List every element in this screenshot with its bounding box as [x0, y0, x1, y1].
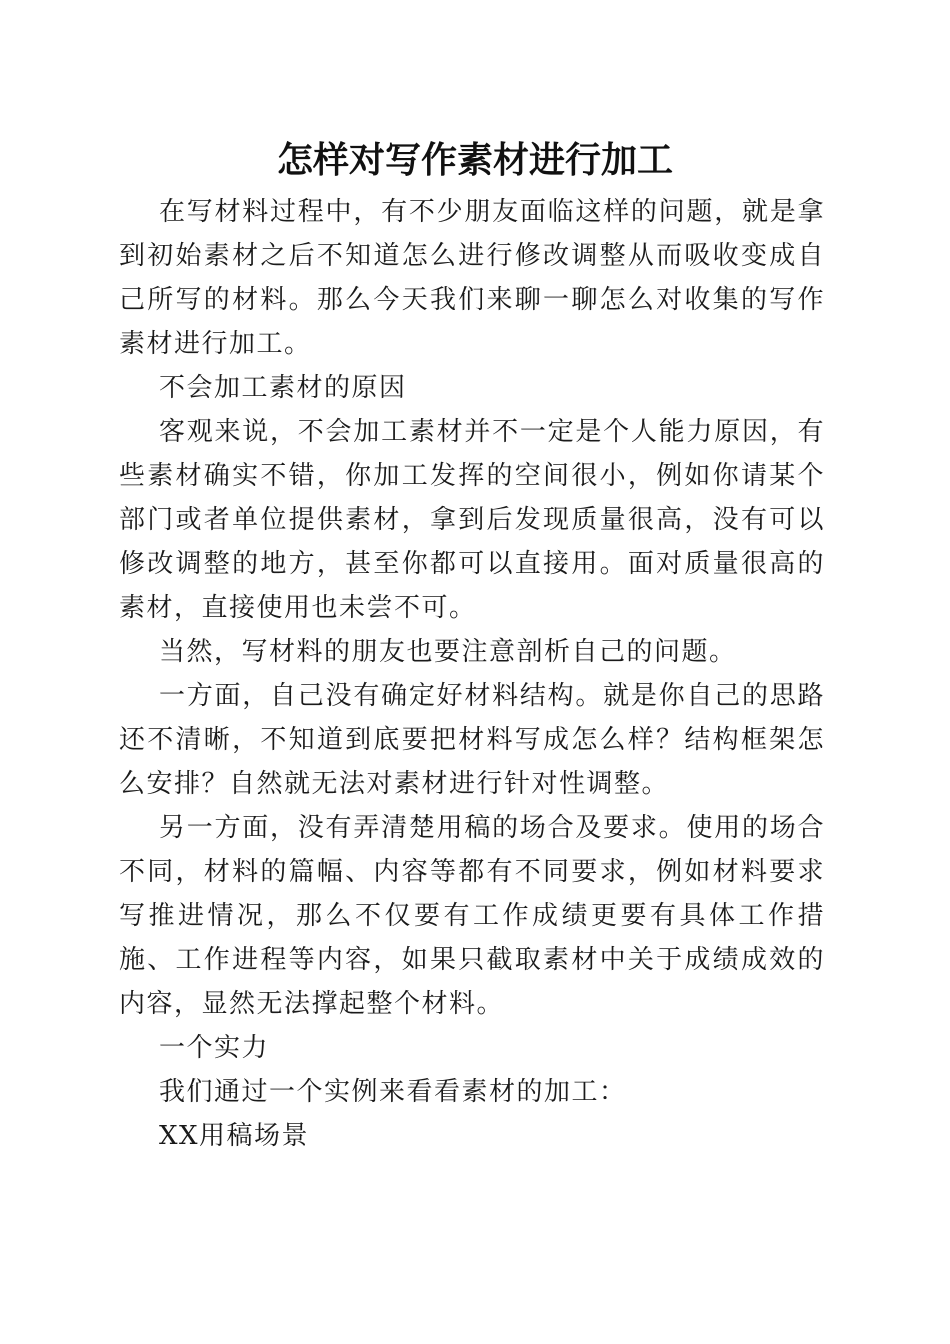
paragraph-self-analysis: 当然，写材料的朋友也要注意剖析自己的问题。: [159, 637, 737, 667]
paragraph-scene: XX用稿场景: [159, 1121, 310, 1151]
paragraph-occasion: 另一方面，没有弄清楚用稿的场合及要求。使用的场合不同，材料的篇幅、内容等都有不同要求，例如材料要求写推进情况，那么不仅要有工作成绩更要有具体工作措施、工作进程等内容，如果只截取素材中关于成绩成效的内容，显然无法撑起整个材料。: [119, 813, 825, 1019]
section-heading-reasons: 不会加工素材的原因: [159, 373, 407, 403]
document-body: [119, 190, 825, 1158]
paragraph-structure: 一方面，自己没有确定好材料结构。就是你自己的思路还不清晰，不知道到底要把材料写成怎么样？结构框架怎么安排？自然就无法对素材进行针对性调整。: [119, 681, 825, 799]
document-title: 怎样对写作素材进行加工: [276, 139, 673, 181]
paragraph-intro: 在写材料过程中，有不少朋友面临这样的问题，就是拿到初始素材之后不知道怎么进行修改调整从而吸收变成自己所写的材料。那么今天我们来聊一聊怎么对收集的写作素材进行加工。: [119, 197, 825, 359]
section-heading-example: 一个实力: [159, 1033, 270, 1063]
paragraph-objective: 客观来说，不会加工素材并不一定是个人能力原因，有些素材确实不错，你加工发挥的空间很小，例如你请某个部门或者单位提供素材，拿到后发现质量很高，没有可以修改调整的地方，甚至你都可以直接用。面对质量很高的素材，直接使用也未尝不可。: [119, 417, 825, 623]
paragraph-example-intro: 我们通过一个实例来看看素材的加工：: [159, 1077, 627, 1107]
